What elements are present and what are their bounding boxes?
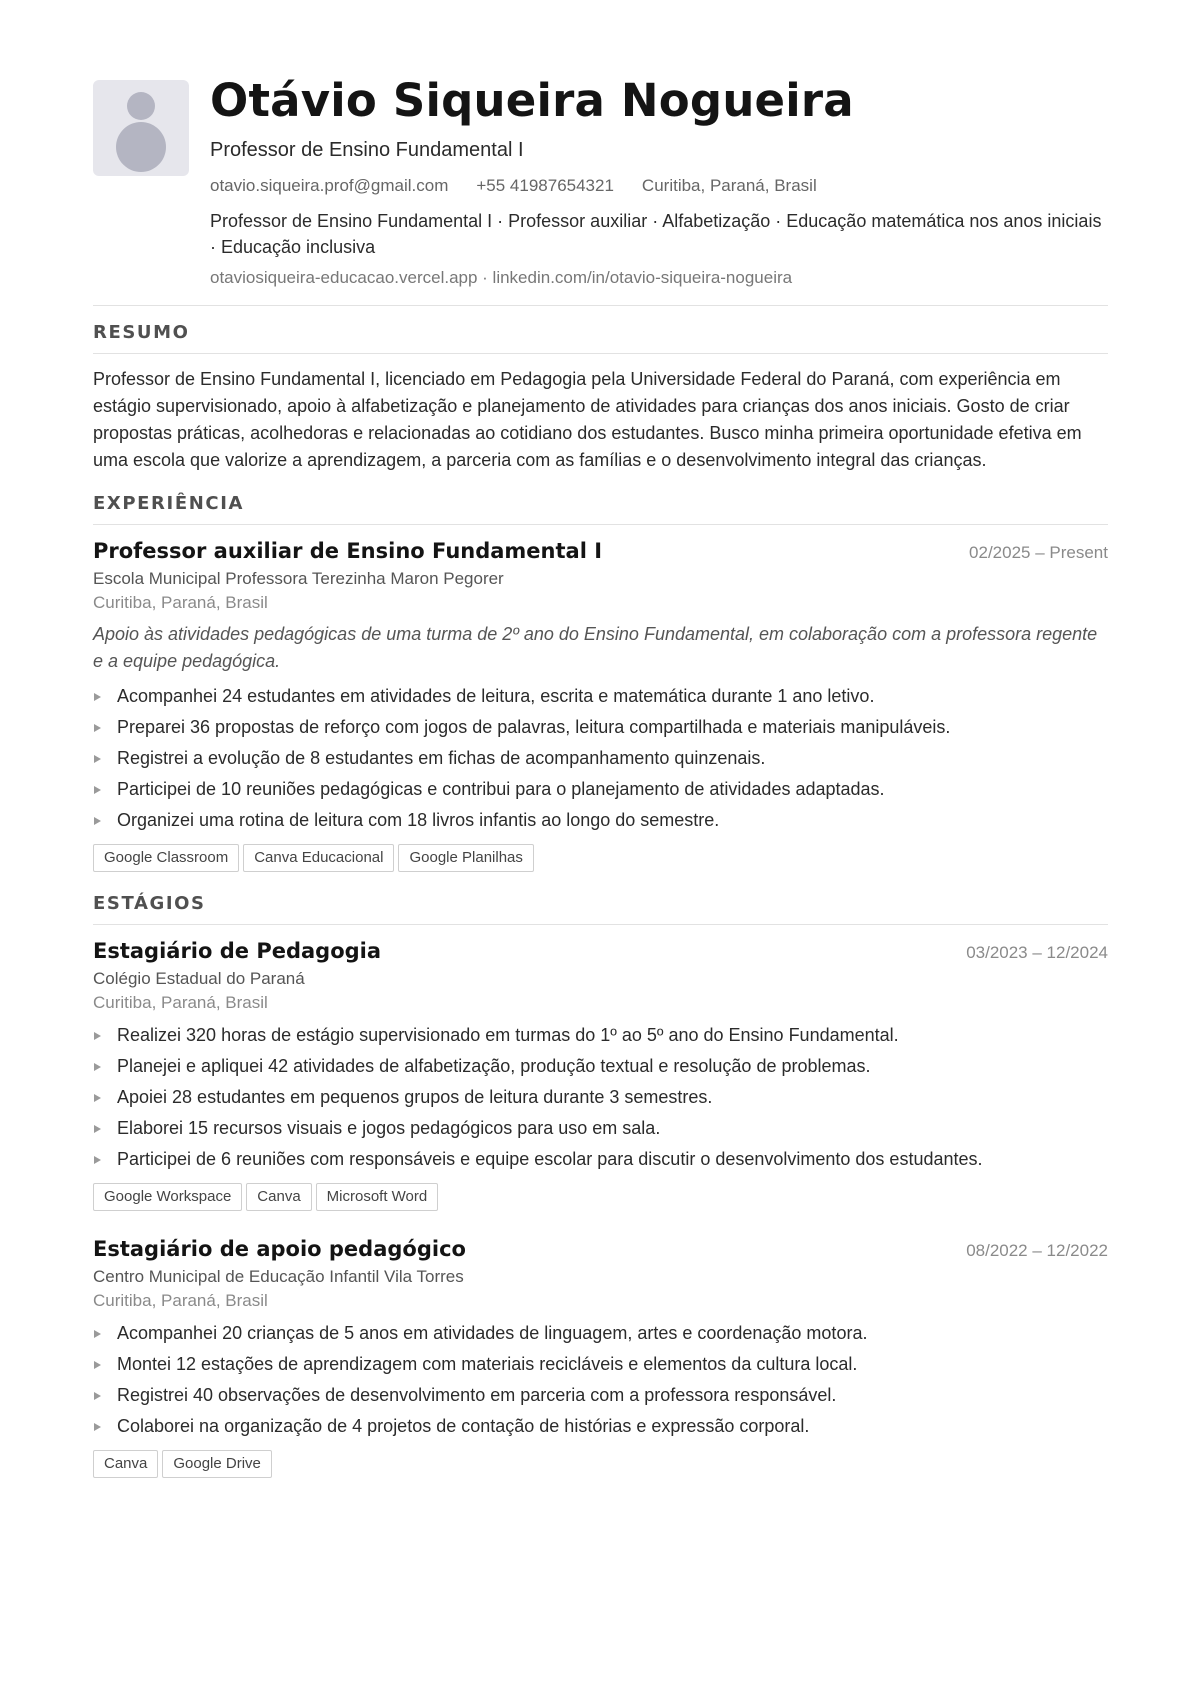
- job-location: Curitiba, Paraná, Brasil: [93, 593, 268, 612]
- bullet-item: [93, 805, 1108, 836]
- skill-tag: Microsoft Word: [316, 1183, 439, 1211]
- bullet-arrow-icon: [94, 1423, 101, 1431]
- skill-tags: [93, 844, 1108, 872]
- job-header: [93, 538, 1108, 564]
- job-date: 03/2023 – 12/2024: [966, 943, 1108, 962]
- bullet-item: [93, 743, 1108, 774]
- bullet-text: Acompanhei 20 crianças de 5 anos em atividades de linguagem, artes e coordenação motora.: [117, 1323, 868, 1343]
- bullet-arrow-icon: [94, 1392, 101, 1400]
- job-description: Apoio às atividades pedagógicas de uma turma de 2º ano do Ensino Fundamental, em colaboração com a professora regente e a equipe pedagógica.: [93, 624, 1098, 671]
- section-heading-internships: ESTÁGIOS: [93, 893, 1108, 925]
- bullet-text: Colaborei na organização de 4 projetos de contação de histórias e expressão corporal.: [117, 1416, 810, 1436]
- bullet-text: Planejei e apliquei 42 atividades de alfabetização, produção textual e resolução de problemas.: [117, 1056, 871, 1076]
- location: Curitiba, Paraná, Brasil: [641, 176, 817, 195]
- avatar-body: [116, 122, 166, 172]
- skill-tag: Canva: [246, 1183, 311, 1211]
- bullet-arrow-icon: [94, 1063, 101, 1071]
- internships-section: [93, 893, 1108, 1478]
- job-entry: [93, 1236, 1108, 1478]
- bullet-text: Realizei 320 horas de estágio supervisionado em turmas do 1º ao 5º ano do Ensino Fundamental.: [117, 1025, 899, 1045]
- bullet-item: [93, 1380, 1108, 1411]
- skill-tag: Canva: [93, 1450, 158, 1478]
- bullet-arrow-icon: [94, 1032, 101, 1040]
- bullet-item: [93, 774, 1108, 805]
- bullet-text: Organizei uma rotina de leitura com 18 livros infantis ao longo do semestre.: [117, 810, 720, 830]
- bullet-arrow-icon: [94, 1156, 101, 1164]
- summary-section: [93, 322, 1108, 474]
- bullet-item: [93, 712, 1108, 743]
- skill-tag: Google Classroom: [93, 844, 239, 872]
- experience-section: [93, 493, 1108, 872]
- phone[interactable]: +55 41987654321: [476, 176, 614, 195]
- job-location: Curitiba, Paraná, Brasil: [93, 1291, 268, 1310]
- bullet-item: [93, 1051, 1108, 1082]
- bullet-arrow-icon: [94, 1330, 101, 1338]
- bullet-list: [93, 681, 1108, 836]
- person-name: Otávio Siqueira Nogueira: [210, 74, 854, 127]
- bullet-text: Elaborei 15 recursos visuais e jogos pedagógicos para uso em sala.: [117, 1118, 661, 1138]
- job-date: 02/2025 – Present: [969, 543, 1108, 562]
- skill-tags: [93, 1183, 1108, 1211]
- bullet-item: [93, 1349, 1108, 1380]
- bullet-arrow-icon: [94, 693, 101, 701]
- bullet-list: [93, 1318, 1108, 1442]
- job-entry: [93, 538, 1108, 872]
- bullet-item: [93, 681, 1108, 712]
- bullet-arrow-icon: [94, 724, 101, 732]
- company: Colégio Estadual do Paraná: [93, 969, 305, 988]
- bullet-arrow-icon: [94, 755, 101, 763]
- bullet-item: [93, 1144, 1108, 1175]
- job-header: [93, 938, 1108, 964]
- company: Centro Municipal de Educação Infantil Vila Torres: [93, 1267, 464, 1286]
- contact-line: [210, 175, 1108, 197]
- specialties: Professor de Ensino Fundamental I · Professor auxiliar · Alfabetização · Educação matemática nos anos iniciais · Educação inclusiva: [210, 211, 1102, 257]
- header-divider: [93, 305, 1108, 306]
- job-location: Curitiba, Paraná, Brasil: [93, 993, 268, 1012]
- bullet-text: Apoiei 28 estudantes em pequenos grupos de leitura durante 3 semestres.: [117, 1087, 713, 1107]
- bullet-text: Registrei a evolução de 8 estudantes em fichas de acompanhamento quinzenais.: [117, 748, 766, 768]
- bullet-text: Montei 12 estações de aprendizagem com materiais recicláveis e elementos da cultura local.: [117, 1354, 858, 1374]
- skill-tag: Google Workspace: [93, 1183, 242, 1211]
- skill-tag: Canva Educacional: [243, 844, 394, 872]
- bullet-item: [93, 1020, 1108, 1051]
- bullet-text: Acompanhei 24 estudantes em atividades de leitura, escrita e matemática durante 1 ano letivo.: [117, 686, 875, 706]
- avatar-head: [127, 92, 155, 120]
- job-date: 08/2022 – 12/2022: [966, 1241, 1108, 1260]
- bullet-arrow-icon: [94, 1361, 101, 1369]
- job-title-headline: Professor de Ensino Fundamental I: [210, 139, 524, 161]
- bullet-arrow-icon: [94, 817, 101, 825]
- bullet-item: [93, 1113, 1108, 1144]
- email[interactable]: otavio.siqueira.prof@gmail.com: [210, 176, 449, 195]
- section-heading-summary: RESUMO: [93, 322, 1108, 354]
- job-entry: [93, 938, 1108, 1211]
- skill-tag: Google Planilhas: [398, 844, 533, 872]
- skill-tag: Google Drive: [162, 1450, 272, 1478]
- job-title: Estagiário de Pedagogia: [93, 939, 382, 963]
- company: Escola Municipal Professora Terezinha Maron Pegorer: [93, 569, 504, 588]
- summary-text: Professor de Ensino Fundamental I, licenciado em Pedagogia pela Universidade Federal do Paraná, com experiência em estágio supervisionado, apoio à alfabetização e planejamento de atividades para crianças dos anos iniciais. Gosto de criar propostas práticas, acolhedoras e relacionadas ao cotidiano dos estudantes. Busco minha primeira oportunidade efetiva em uma escola que valorize a aprendizagem, a parceria com as famílias e o desenvolvimento integral das crianças.: [93, 369, 1082, 470]
- profile-links[interactable]: otaviosiqueira-educacao.vercel.app · linkedin.com/in/otavio-siqueira-nogueira: [210, 268, 793, 287]
- avatar-placeholder-icon: [93, 80, 189, 176]
- bullet-item: [93, 1082, 1108, 1113]
- bullet-arrow-icon: [94, 786, 101, 794]
- bullet-item: [93, 1411, 1108, 1442]
- header-info: [210, 74, 1108, 289]
- bullet-text: Participei de 6 reuniões com responsáveis e equipe escolar para discutir o desenvolvimento dos estudantes.: [117, 1149, 983, 1169]
- skill-tags: [93, 1450, 1108, 1478]
- bullet-arrow-icon: [94, 1125, 101, 1133]
- section-heading-experience: EXPERIÊNCIA: [93, 493, 1108, 525]
- bullet-item: [93, 1318, 1108, 1349]
- job-title: Professor auxiliar de Ensino Fundamental I: [93, 539, 603, 563]
- bullet-list: [93, 1020, 1108, 1175]
- job-header: [93, 1236, 1108, 1262]
- bullet-text: Participei de 10 reuniões pedagógicas e contribui para o planejamento de atividades adaptadas.: [117, 779, 885, 799]
- job-title: Estagiário de apoio pedagógico: [93, 1237, 466, 1261]
- bullet-arrow-icon: [94, 1094, 101, 1102]
- resume-header: [93, 74, 1108, 289]
- bullet-text: Preparei 36 propostas de reforço com jogos de palavras, leitura compartilhada e materiais manipuláveis.: [117, 717, 951, 737]
- bullet-text: Registrei 40 observações de desenvolvimento em parceria com a professora responsável.: [117, 1385, 837, 1405]
